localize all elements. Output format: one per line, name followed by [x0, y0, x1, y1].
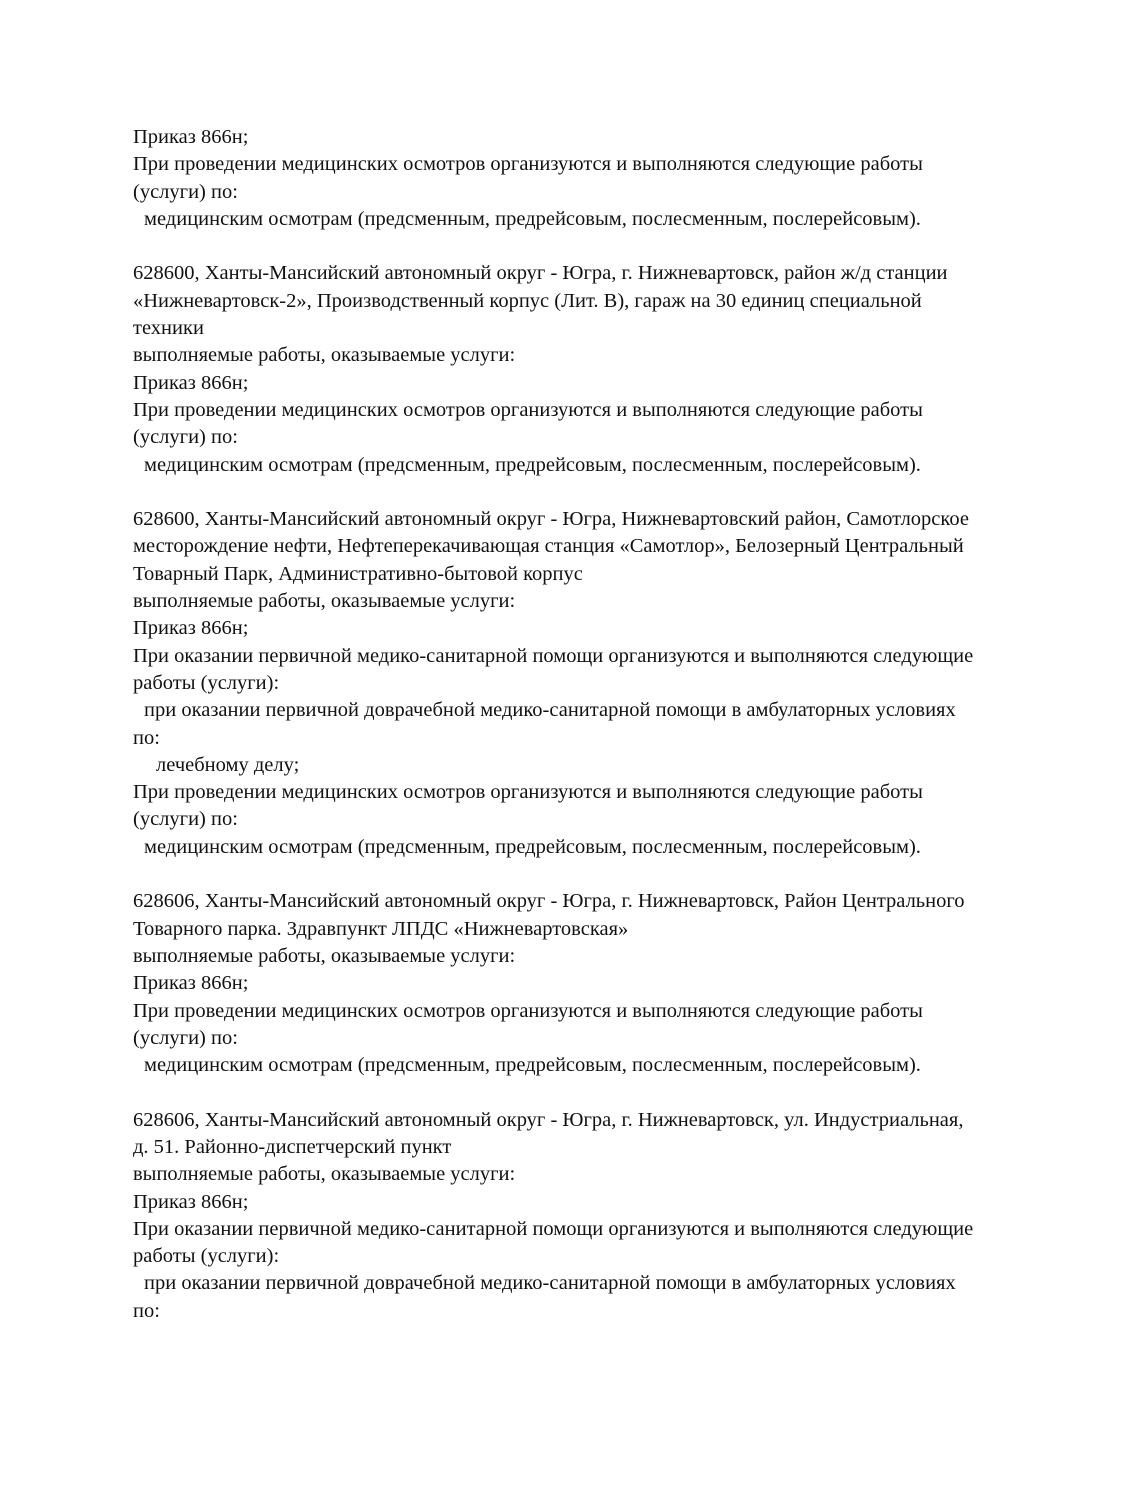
- text-line: выполняемые работы, оказываемые услуги:: [133, 590, 516, 613]
- text-line: д. 51. Районно-диспетчерский пункт: [133, 1135, 452, 1158]
- text-line: (услуги) по:: [133, 426, 238, 449]
- text-line: 628600, Ханты-Мансийский автономный округ - Югра, Нижневартовский район, Самотлорское: [133, 508, 969, 531]
- text-line: При проведении медицинских осмотров организуются и выполняются следующие работы: [133, 398, 923, 421]
- paragraph-gap: [133, 1079, 1063, 1106]
- text-line: работы (услуги):: [133, 1245, 280, 1268]
- text-line: медицинским осмотрам (предсменным, предрейсовым, послесменным, послерейсовым).: [144, 1054, 921, 1077]
- text-line: (услуги) по:: [133, 180, 238, 203]
- text-line: Товарный Парк, Административно-бытовой корпус: [133, 562, 583, 585]
- paragraph-gap: [133, 233, 1063, 260]
- text-line: Приказ 866н;: [133, 126, 249, 148]
- text-line: по:: [133, 726, 160, 749]
- text-line: (услуги) по:: [133, 1026, 238, 1049]
- text-line: Приказ 866н;: [133, 617, 249, 640]
- text-line: лечебному делу;: [156, 753, 300, 776]
- text-line: Приказ 866н;: [133, 972, 249, 995]
- text-line: выполняемые работы, оказываемые услуги:: [133, 344, 516, 367]
- text-line: 628600, Ханты-Мансийский автономный округ - Югра, г. Нижневартовск, район ж/д станции: [133, 262, 948, 285]
- text-line: При оказании первичной медико-санитарной помощи организуются и выполняются следующие: [133, 644, 974, 667]
- text-line: при оказании первичной доврачебной медико-санитарной помощи в амбулаторных условиях: [144, 1272, 956, 1295]
- text-line: При оказании первичной медико-санитарной помощи организуются и выполняются следующие: [133, 1217, 974, 1240]
- text-line: при оказании первичной доврачебной медико-санитарной помощи в амбулаторных условиях: [144, 699, 956, 722]
- text-line: техники: [133, 317, 204, 340]
- text-line: медицинским осмотрам (предсменным, предрейсовым, послесменным, послерейсовым).: [144, 835, 921, 858]
- text-line: 628606, Ханты-Мансийский автономный округ - Югра, г. Нижневартовск, ул. Индустриальная,: [133, 1108, 964, 1131]
- text-line: медицинским осмотрам (предсменным, предрейсовым, послесменным, послерейсовым).: [144, 207, 921, 230]
- text-line: (услуги) по:: [133, 808, 238, 831]
- text-line: медицинским осмотрам (предсменным, предрейсовым, послесменным, послерейсовым).: [144, 453, 921, 476]
- text-line: Товарного парка. Здравпункт ЛПДС «Нижневартовская»: [133, 917, 629, 940]
- document-body: [133, 124, 1063, 1325]
- text-line: выполняемые работы, оказываемые услуги:: [133, 1163, 516, 1186]
- text-line: При проведении медицинских осмотров организуются и выполняются следующие работы: [133, 153, 923, 176]
- text-line: «Нижневартовск-2», Производственный корпус (Лит. В), гараж на 30 единиц специальной: [133, 289, 922, 312]
- text-line: При проведении медицинских осмотров организуются и выполняются следующие работы: [133, 999, 923, 1022]
- text-line: 628606, Ханты-Мансийский автономный округ - Югра, г. Нижневартовск, Район Центрального: [133, 890, 965, 913]
- text-line: выполняемые работы, оказываемые услуги:: [133, 944, 516, 967]
- paragraph-gap: [133, 861, 1063, 888]
- text-line: При проведении медицинских осмотров организуются и выполняются следующие работы: [133, 781, 923, 804]
- paragraph-gap: [133, 479, 1063, 506]
- text-line: Приказ 866н;: [133, 371, 249, 394]
- text-line: Приказ 866н;: [133, 1190, 249, 1213]
- text-line: работы (услуги):: [133, 671, 280, 694]
- text-line: по:: [133, 1299, 160, 1322]
- text-line: месторождение нефти, Нефтеперекачивающая станция «Самотлор», Белозерный Центральный: [133, 535, 964, 558]
